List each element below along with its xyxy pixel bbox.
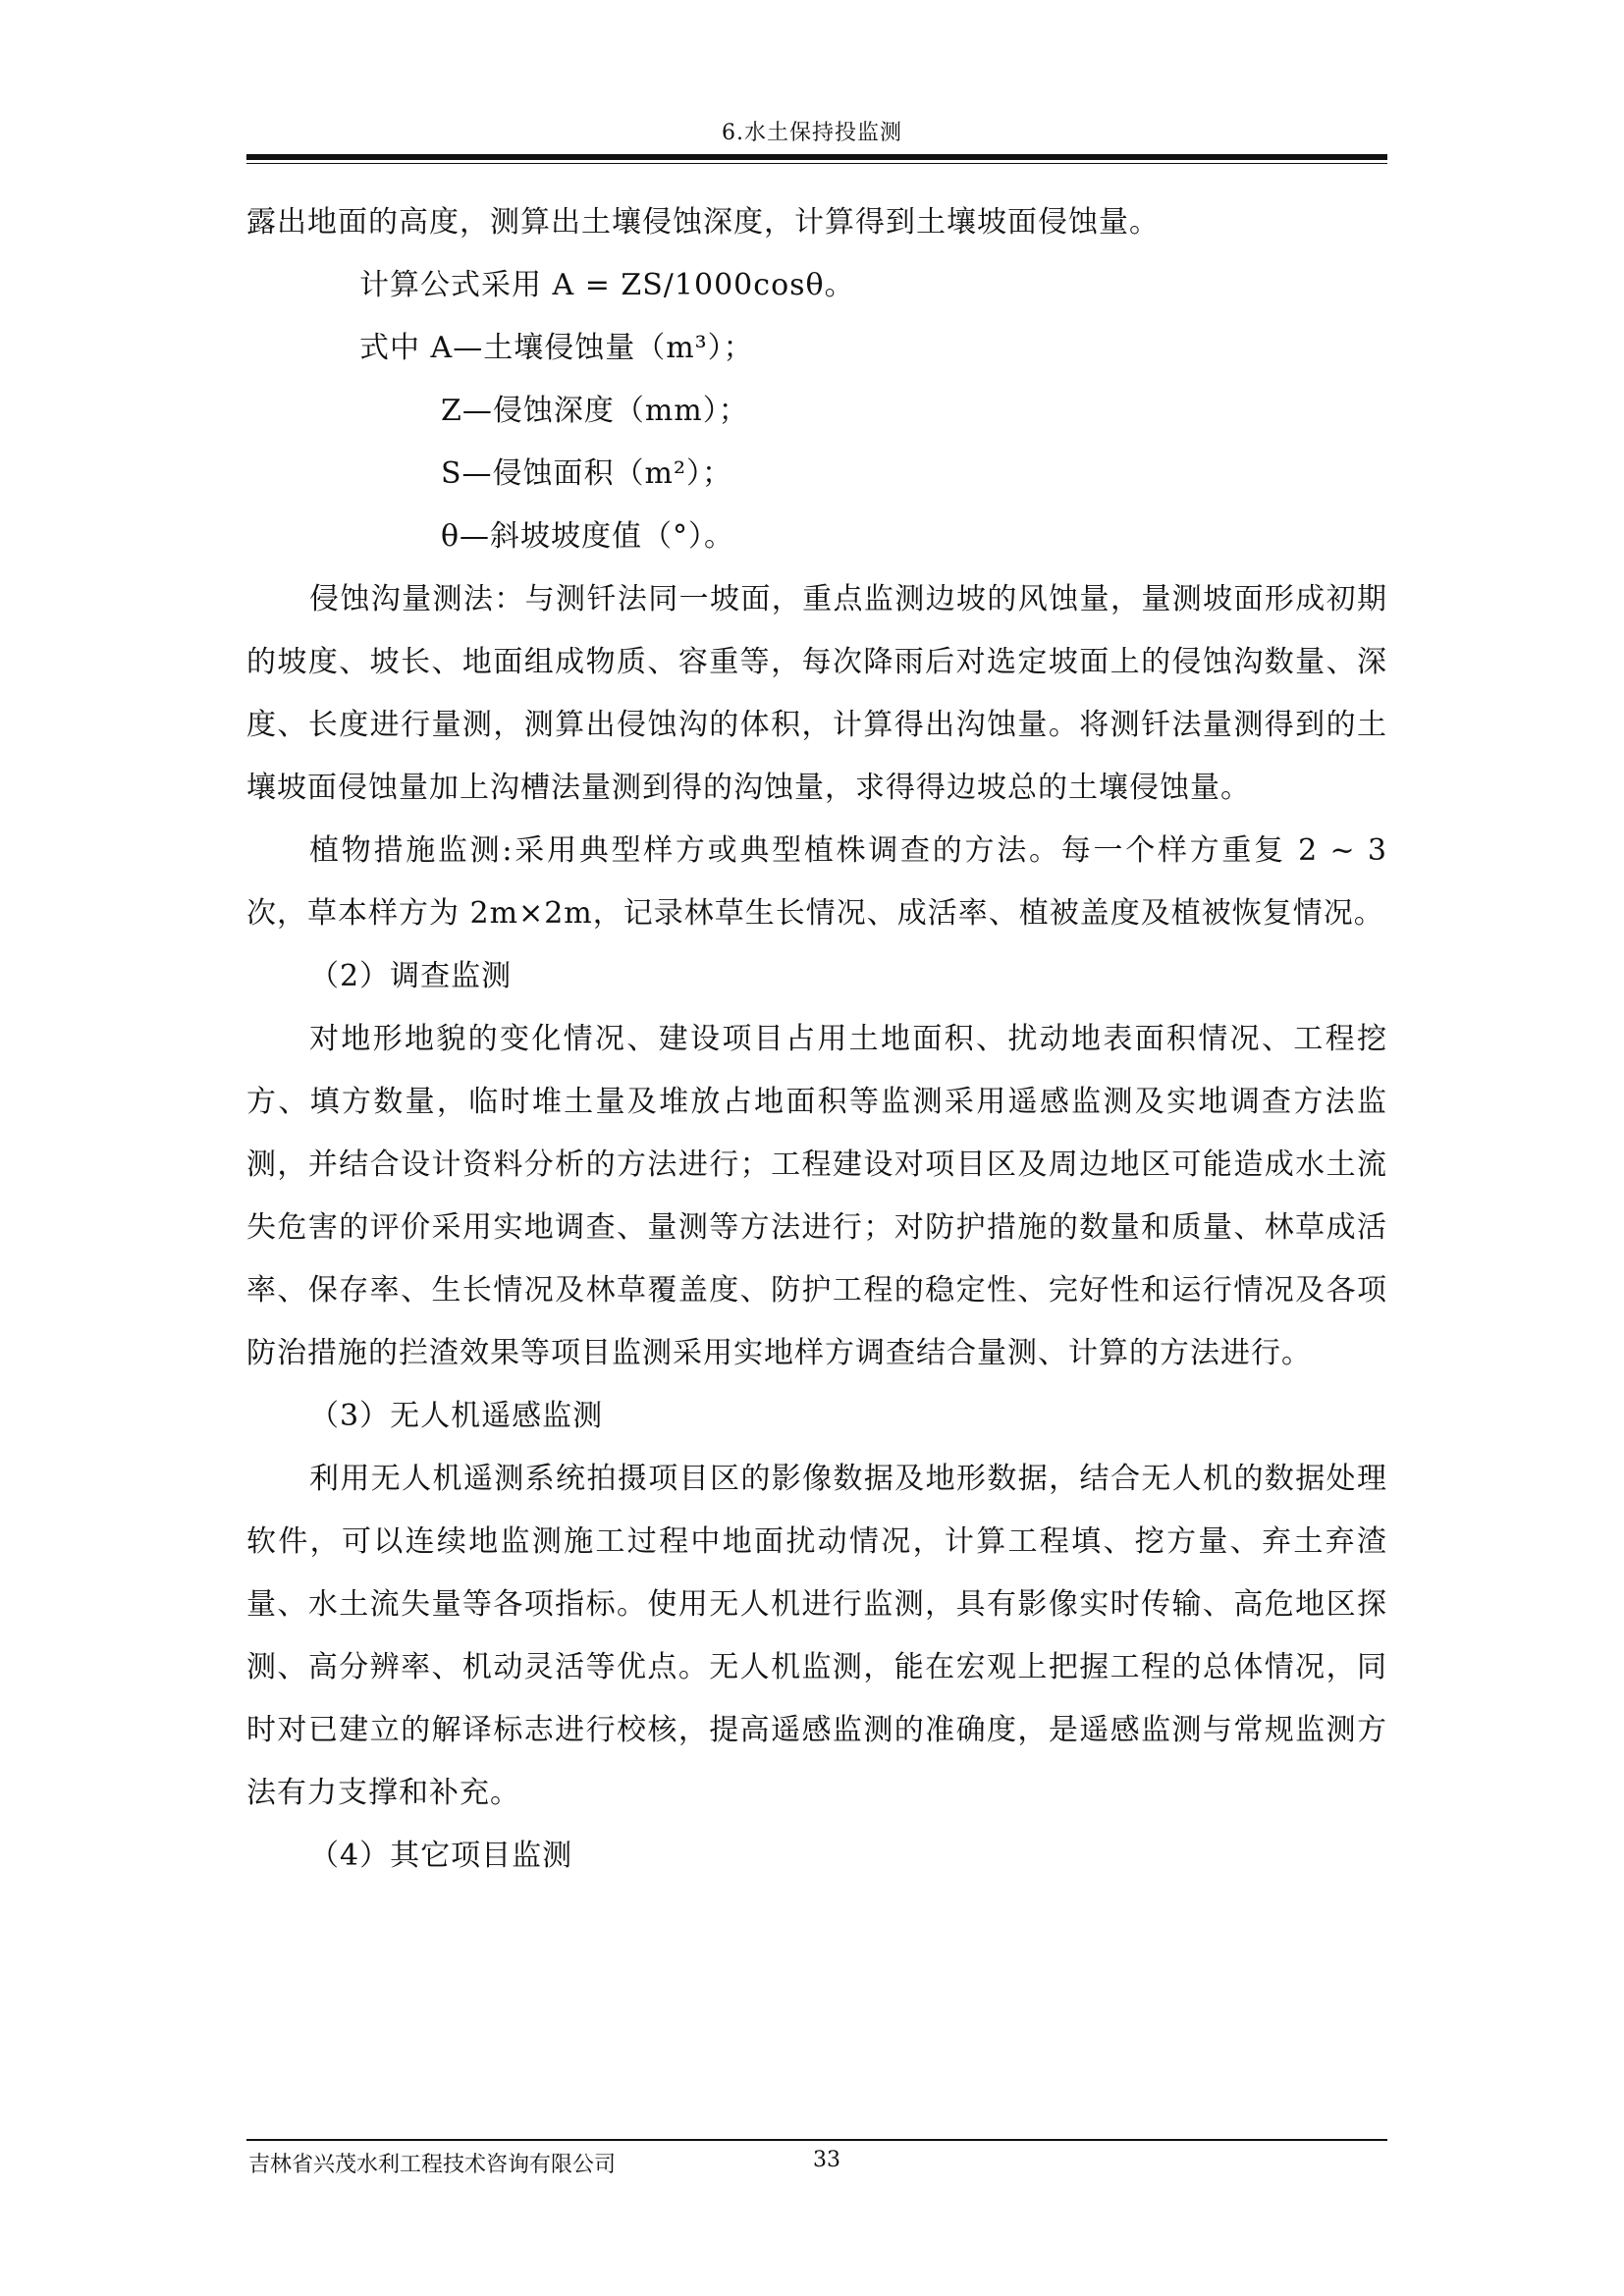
page-header-title: 6.水土保持投监测: [722, 121, 902, 145]
formula-variable-s: S—侵蚀面积（m²）；: [441, 456, 733, 491]
section-heading-uav: （3）无人机遥感监测: [309, 1399, 604, 1433]
formula-line: 计算公式采用 A = ZS/1000cosθ。: [359, 268, 855, 302]
header-rule-thin: [246, 163, 1387, 164]
page-body: [246, 191, 1387, 1888]
paragraph-gully-method: 侵蚀沟量测法：与测钎法同一坡面，重点监测边坡的风蚀量，量测坡面形成初期的坡度、坡长、地面组成物质、容重等，每次降雨后对选定坡面上的侵蚀沟数量、深度、长度进行量测，测算出侵蚀沟的体积，计算得出沟蚀量。将测钎法量测得到的土壤坡面侵蚀量加上沟槽法量测到得的沟蚀量，求得得边坡总的土壤侵蚀量。: [246, 582, 1387, 805]
section-heading-other: （4）其它项目监测: [309, 1839, 573, 1873]
footer-rule: [246, 2139, 1387, 2141]
header-rule-thick: [246, 154, 1387, 160]
paragraph-survey-monitoring: 对地形地貌的变化情况、建设项目占用土地面积、扰动地表面积情况、工程挖方、填方数量，临时堆土量及堆放占地面积等监测采用遥感监测及实地调查方法监测，并结合设计资料分析的方法进行；工程建设对项目区及周边地区可能造成水土流失危害的评价采用实地调查、量测等方法进行；对防护措施的数量和质量、林草成活率、保存率、生长情况及林草覆盖度、防护工程的稳定性、完好性和运行情况及各项防治措施的拦渣效果等项目监测采用实地样方调查结合量测、计算的方法进行。: [246, 1022, 1387, 1370]
paragraph-erosion-result: 露出地面的高度，测算出土壤侵蚀深度，计算得到土壤坡面侵蚀量。: [246, 205, 1160, 240]
footer-company-name: 吉林省兴茂水利工程技术咨询有限公司: [248, 2153, 617, 2177]
page-number: 33: [813, 2148, 840, 2172]
section-heading-survey: （2）调查监测: [309, 959, 513, 993]
formula-variable-z: Z—侵蚀深度（mm）；: [441, 394, 749, 428]
paragraph-uav-monitoring: 利用无人机遥测系统拍摄项目区的影像数据及地形数据，结合无人机的数据处理软件，可以连续地监测施工过程中地面扰动情况，计算工程填、挖方量、弃土弃渣量、水土流失量等各项指标。使用无人机进行监测，具有影像实时传输、高危地区探测、高分辨率、机动灵活等优点。无人机监测，能在宏观上把握工程的总体情况，同时对已建立的解译标志进行校核，提高遥感监测的准确度，是遥感监测与常规监测方法有力支撑和补充。: [246, 1462, 1387, 1810]
formula-variable-theta: θ—斜坡坡度值（°）。: [441, 519, 735, 554]
formula-variable-a: 式中 A—土壤侵蚀量（m³）；: [359, 331, 754, 365]
paragraph-vegetation-monitoring: 植物措施监测:采用典型样方或典型植株调查的方法。每一个样方重复 2 ~ 3 次，草本样方为 2m×2m，记录林草生长情况、成活率、植被盖度及植被恢复情况。: [246, 833, 1387, 931]
